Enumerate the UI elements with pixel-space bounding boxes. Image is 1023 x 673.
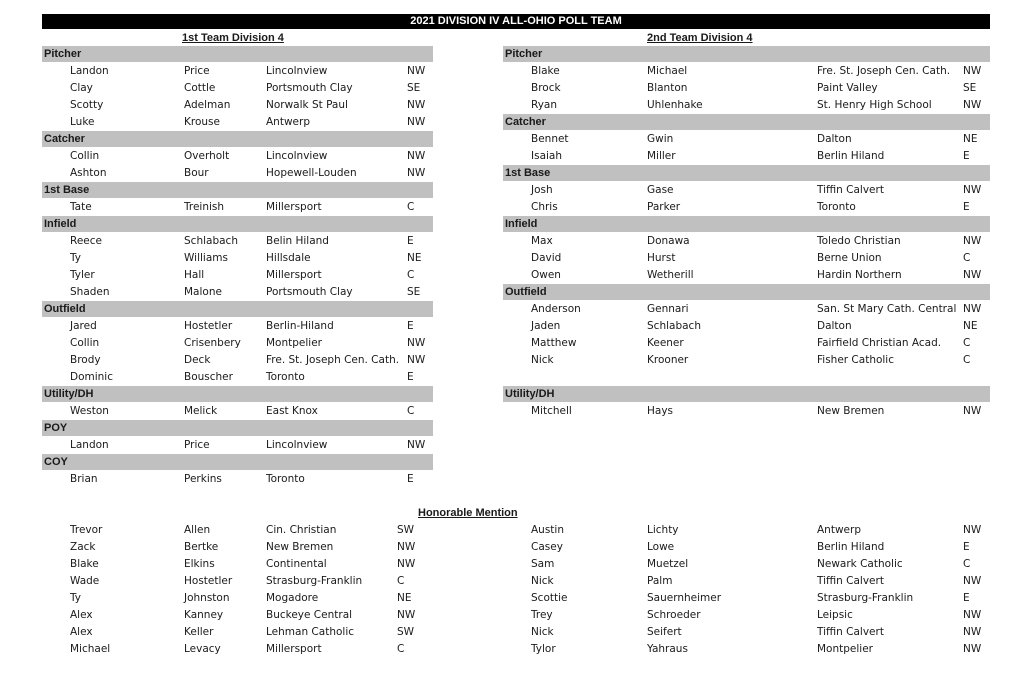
- school: Fre. St. Joseph Cen. Cath.: [266, 354, 400, 366]
- last-name: Malone: [184, 286, 222, 298]
- last-name: Perkins: [184, 473, 222, 485]
- first-name: Luke: [70, 116, 95, 128]
- region: NW: [963, 405, 982, 417]
- first-name: Bennet: [531, 133, 569, 145]
- player-row: [42, 624, 462, 641]
- region: C: [963, 354, 971, 366]
- last-name: Muetzel: [647, 558, 689, 570]
- region: NW: [407, 150, 426, 162]
- last-name: Hurst: [647, 252, 676, 264]
- first-name: Nick: [531, 575, 554, 587]
- last-name: Parker: [647, 201, 681, 213]
- school: Newark Catholic: [817, 558, 903, 570]
- player-row: [503, 80, 990, 97]
- player-row: [42, 284, 433, 301]
- first-name: Max: [531, 235, 553, 247]
- first-name: Tate: [70, 201, 92, 213]
- school: New Bremen: [817, 405, 885, 417]
- region: NW: [407, 116, 426, 128]
- school: Strasburg-Franklin: [817, 592, 914, 604]
- last-name: Hostetler: [184, 575, 233, 587]
- player-row: [42, 607, 462, 624]
- school: Portsmouth Clay: [266, 286, 353, 298]
- last-name: Miller: [647, 150, 676, 162]
- last-name: Kanney: [184, 609, 224, 621]
- category-header: COY: [42, 454, 433, 470]
- category-header: Utility/DH: [503, 386, 990, 402]
- region: E: [963, 201, 970, 213]
- last-name: Bertke: [184, 541, 219, 553]
- first-name: Weston: [70, 405, 109, 417]
- school: Fre. St. Joseph Cen. Cath.: [817, 65, 951, 77]
- region: NW: [407, 167, 426, 179]
- last-name: Bour: [184, 167, 209, 179]
- player-row: [503, 182, 990, 199]
- school: Dalton: [817, 320, 852, 332]
- last-name: Schlabach: [647, 320, 701, 332]
- region: NW: [397, 609, 416, 621]
- player-row: [42, 471, 433, 488]
- category-header: Pitcher: [503, 46, 990, 62]
- category-header: Outfield: [42, 301, 433, 317]
- last-name: Hays: [647, 405, 674, 417]
- player-row: [42, 233, 433, 250]
- last-name: Krouse: [184, 116, 220, 128]
- last-name: Elkins: [184, 558, 215, 570]
- last-name: Keller: [184, 626, 214, 638]
- category-header: Infield: [42, 216, 433, 232]
- region: E: [407, 371, 414, 383]
- last-name: Price: [184, 65, 210, 77]
- first-name: Austin: [531, 524, 564, 536]
- player-row: [503, 607, 990, 624]
- region: NW: [963, 235, 982, 247]
- player-row: [42, 352, 433, 369]
- school: Lincolnview: [266, 65, 328, 77]
- first-team-heading: 1st Team Division 4: [182, 32, 284, 44]
- school: Mogadore: [266, 592, 319, 604]
- region: C: [963, 558, 971, 570]
- region: NE: [407, 252, 422, 264]
- category-header: Infield: [503, 216, 990, 232]
- last-name: Keener: [647, 337, 684, 349]
- first-name: Casey: [531, 541, 563, 553]
- player-row: [503, 624, 990, 641]
- region: C: [963, 252, 971, 264]
- first-name: Ty: [70, 252, 81, 264]
- first-name: Landon: [70, 65, 109, 77]
- region: SW: [397, 524, 415, 536]
- school: Buckeye Central: [266, 609, 353, 621]
- category-header: 1st Base: [503, 165, 990, 181]
- region: SE: [407, 82, 421, 94]
- school: Berne Union: [817, 252, 882, 264]
- player-row: [503, 148, 990, 165]
- first-name: Trevor: [70, 524, 103, 536]
- region: NW: [963, 643, 982, 655]
- last-name: Levacy: [184, 643, 221, 655]
- honorable-mention-right: [503, 522, 990, 658]
- last-name: Donawa: [647, 235, 690, 247]
- school: Hardin Northern: [817, 269, 902, 281]
- school: Tiffin Calvert: [817, 184, 884, 196]
- last-name: Hall: [184, 269, 205, 281]
- school: Leipsic: [817, 609, 853, 621]
- player-row: [42, 318, 433, 335]
- school: Cin. Christian: [266, 524, 337, 536]
- last-name: Johnston: [184, 592, 230, 604]
- region: NW: [963, 303, 982, 315]
- player-row: [42, 369, 433, 386]
- region: E: [963, 541, 970, 553]
- player-row: [503, 352, 990, 369]
- school: Belin Hiland: [266, 235, 329, 247]
- first-name: Matthew: [531, 337, 577, 349]
- school: Toronto: [266, 473, 305, 485]
- last-name: Gwin: [647, 133, 674, 145]
- school: Lehman Catholic: [266, 626, 355, 638]
- region: C: [407, 269, 415, 281]
- last-name: Cottle: [184, 82, 216, 94]
- school: Antwerp: [817, 524, 861, 536]
- first-name: Scotty: [70, 99, 104, 111]
- player-row: [503, 131, 990, 148]
- player-row: [503, 318, 990, 335]
- document-title: 2021 DIVISION IV ALL-OHIO POLL TEAM: [42, 14, 990, 29]
- last-name: Treinish: [184, 201, 225, 213]
- school: Berlin Hiland: [817, 541, 885, 553]
- region: NW: [963, 626, 982, 638]
- last-name: Overholt: [184, 150, 230, 162]
- player-row: [42, 148, 433, 165]
- first-name: Landon: [70, 439, 109, 451]
- last-name: Uhlenhake: [647, 99, 703, 111]
- first-name: Chris: [531, 201, 558, 213]
- region: NW: [963, 575, 982, 587]
- school: Millersport: [266, 269, 322, 281]
- school: Tiffin Calvert: [817, 626, 884, 638]
- last-name: Lowe: [647, 541, 675, 553]
- player-row: [42, 80, 433, 97]
- category-header: Utility/DH: [42, 386, 433, 402]
- player-row: [42, 114, 433, 131]
- school: New Bremen: [266, 541, 334, 553]
- first-name: Josh: [531, 184, 553, 196]
- first-name: Isaiah: [531, 150, 563, 162]
- region: NW: [407, 354, 426, 366]
- first-name: Nick: [531, 354, 554, 366]
- player-row: [42, 522, 462, 539]
- last-name: Michael: [647, 65, 688, 77]
- region: NW: [963, 99, 982, 111]
- region: SE: [963, 82, 977, 94]
- first-name: Zack: [70, 541, 96, 553]
- region: NW: [397, 558, 416, 570]
- school: San. St Mary Cath. Central: [817, 303, 957, 315]
- player-row: [503, 403, 990, 420]
- first-name: David: [531, 252, 562, 264]
- first-name: Clay: [70, 82, 93, 94]
- player-row: [503, 267, 990, 284]
- first-name: Nick: [531, 626, 554, 638]
- school: Continental: [266, 558, 327, 570]
- region: C: [963, 337, 971, 349]
- first-name: Reece: [70, 235, 102, 247]
- region: SW: [397, 626, 415, 638]
- last-name: Sauernheimer: [647, 592, 722, 604]
- category-header: POY: [42, 420, 433, 436]
- school: Millersport: [266, 643, 322, 655]
- player-row: [503, 250, 990, 267]
- school: Strasburg-Franklin: [266, 575, 363, 587]
- player-row: [42, 641, 462, 658]
- last-name: Blanton: [647, 82, 688, 94]
- last-name: Deck: [184, 354, 211, 366]
- first-name: Alex: [70, 626, 93, 638]
- school: St. Henry High School: [817, 99, 932, 111]
- spacer: [503, 369, 990, 386]
- first-name: Brian: [70, 473, 98, 485]
- first-name: Collin: [70, 150, 100, 162]
- region: NW: [963, 524, 982, 536]
- player-row: [503, 301, 990, 318]
- region: NW: [407, 439, 426, 451]
- player-row: [503, 573, 990, 590]
- last-name: Crisenbery: [184, 337, 241, 349]
- first-name: Tyler: [70, 269, 95, 281]
- last-name: Schroeder: [647, 609, 701, 621]
- region: NE: [963, 133, 978, 145]
- player-row: [503, 539, 990, 556]
- region: C: [407, 405, 415, 417]
- second-team-table: [503, 46, 990, 420]
- player-row: [503, 590, 990, 607]
- first-name: Jaden: [531, 320, 561, 332]
- player-row: [42, 63, 433, 80]
- first-name: Anderson: [531, 303, 581, 315]
- first-name: Brody: [70, 354, 101, 366]
- region: NE: [397, 592, 412, 604]
- school: Portsmouth Clay: [266, 82, 353, 94]
- region: SE: [407, 286, 421, 298]
- player-row: [503, 335, 990, 352]
- last-name: Lichty: [647, 524, 679, 536]
- player-row: [42, 539, 462, 556]
- first-name: Dominic: [70, 371, 113, 383]
- first-name: Jared: [70, 320, 97, 332]
- first-name: Tylor: [531, 643, 556, 655]
- second-team-heading: 2nd Team Division 4: [647, 32, 753, 44]
- player-row: [42, 267, 433, 284]
- player-row: [503, 556, 990, 573]
- first-name: Ryan: [531, 99, 558, 111]
- school: Toronto: [817, 201, 856, 213]
- category-header: Catcher: [42, 131, 433, 147]
- region: E: [407, 235, 414, 247]
- last-name: Allen: [184, 524, 211, 536]
- school: Berlin-Hiland: [266, 320, 334, 332]
- honorable-mention-heading: Honorable Mention: [418, 507, 518, 519]
- last-name: Wetherill: [647, 269, 694, 281]
- region: E: [963, 150, 970, 162]
- region: C: [397, 575, 405, 587]
- last-name: Seifert: [647, 626, 682, 638]
- first-name: Trey: [531, 609, 553, 621]
- last-name: Schlabach: [184, 235, 238, 247]
- school: Lincolnview: [266, 439, 328, 451]
- category-header: Outfield: [503, 284, 990, 300]
- region: NW: [963, 269, 982, 281]
- region: NW: [397, 541, 416, 553]
- player-row: [503, 199, 990, 216]
- school: Paint Valley: [817, 82, 878, 94]
- first-name: Scottie: [531, 592, 568, 604]
- last-name: Hostetler: [184, 320, 233, 332]
- region: E: [407, 473, 414, 485]
- player-row: [42, 403, 433, 420]
- first-name: Blake: [531, 65, 560, 77]
- last-name: Williams: [184, 252, 228, 264]
- region: NW: [963, 184, 982, 196]
- first-name: Shaden: [70, 286, 110, 298]
- region: NW: [963, 609, 982, 621]
- school: Millersport: [266, 201, 322, 213]
- school: Fisher Catholic: [817, 354, 895, 366]
- school: East Knox: [266, 405, 318, 417]
- school: Montpelier: [817, 643, 873, 655]
- player-row: [42, 335, 433, 352]
- last-name: Adelman: [184, 99, 231, 111]
- player-row: [42, 590, 462, 607]
- player-row: [42, 97, 433, 114]
- region: C: [407, 201, 415, 213]
- region: C: [397, 643, 405, 655]
- last-name: Bouscher: [184, 371, 233, 383]
- category-header: 1st Base: [42, 182, 433, 198]
- last-name: Palm: [647, 575, 673, 587]
- player-row: [503, 641, 990, 658]
- first-name: Collin: [70, 337, 100, 349]
- school: Hillsdale: [266, 252, 311, 264]
- player-row: [42, 199, 433, 216]
- school: Norwalk St Paul: [266, 99, 348, 111]
- school: Lincolnview: [266, 150, 328, 162]
- category-header: Pitcher: [42, 46, 433, 62]
- school: Dalton: [817, 133, 852, 145]
- first-name: Sam: [531, 558, 555, 570]
- player-row: [42, 573, 462, 590]
- player-row: [42, 556, 462, 573]
- school: Berlin Hiland: [817, 150, 885, 162]
- school: Montpelier: [266, 337, 322, 349]
- last-name: Price: [184, 439, 210, 451]
- first-name: Ashton: [70, 167, 107, 179]
- player-row: [503, 63, 990, 80]
- player-row: [503, 522, 990, 539]
- last-name: Gase: [647, 184, 674, 196]
- last-name: Krooner: [647, 354, 689, 366]
- school: Fairfield Christian Acad.: [817, 337, 942, 349]
- player-row: [42, 437, 433, 454]
- school: Tiffin Calvert: [817, 575, 884, 587]
- player-row: [42, 165, 433, 182]
- school: Toledo Christian: [817, 235, 901, 247]
- first-name: Brock: [531, 82, 561, 94]
- school: Hopewell-Louden: [266, 167, 357, 179]
- region: E: [407, 320, 414, 332]
- school: Toronto: [266, 371, 305, 383]
- first-name: Blake: [70, 558, 99, 570]
- first-name: Wade: [70, 575, 100, 587]
- first-name: Michael: [70, 643, 111, 655]
- first-name: Mitchell: [531, 405, 572, 417]
- player-row: [42, 250, 433, 267]
- last-name: Gennari: [647, 303, 689, 315]
- region: NW: [407, 99, 426, 111]
- region: NW: [963, 65, 982, 77]
- first-team-table: [42, 46, 433, 488]
- first-name: Ty: [70, 592, 81, 604]
- region: NW: [407, 65, 426, 77]
- region: NE: [963, 320, 978, 332]
- player-row: [503, 97, 990, 114]
- last-name: Melick: [184, 405, 218, 417]
- category-header: Catcher: [503, 114, 990, 130]
- school: Antwerp: [266, 116, 310, 128]
- region: NW: [407, 337, 426, 349]
- first-name: Alex: [70, 609, 93, 621]
- first-name: Owen: [531, 269, 561, 281]
- honorable-mention-left: [42, 522, 462, 658]
- last-name: Yahraus: [647, 643, 688, 655]
- region: E: [963, 592, 970, 604]
- player-row: [503, 233, 990, 250]
